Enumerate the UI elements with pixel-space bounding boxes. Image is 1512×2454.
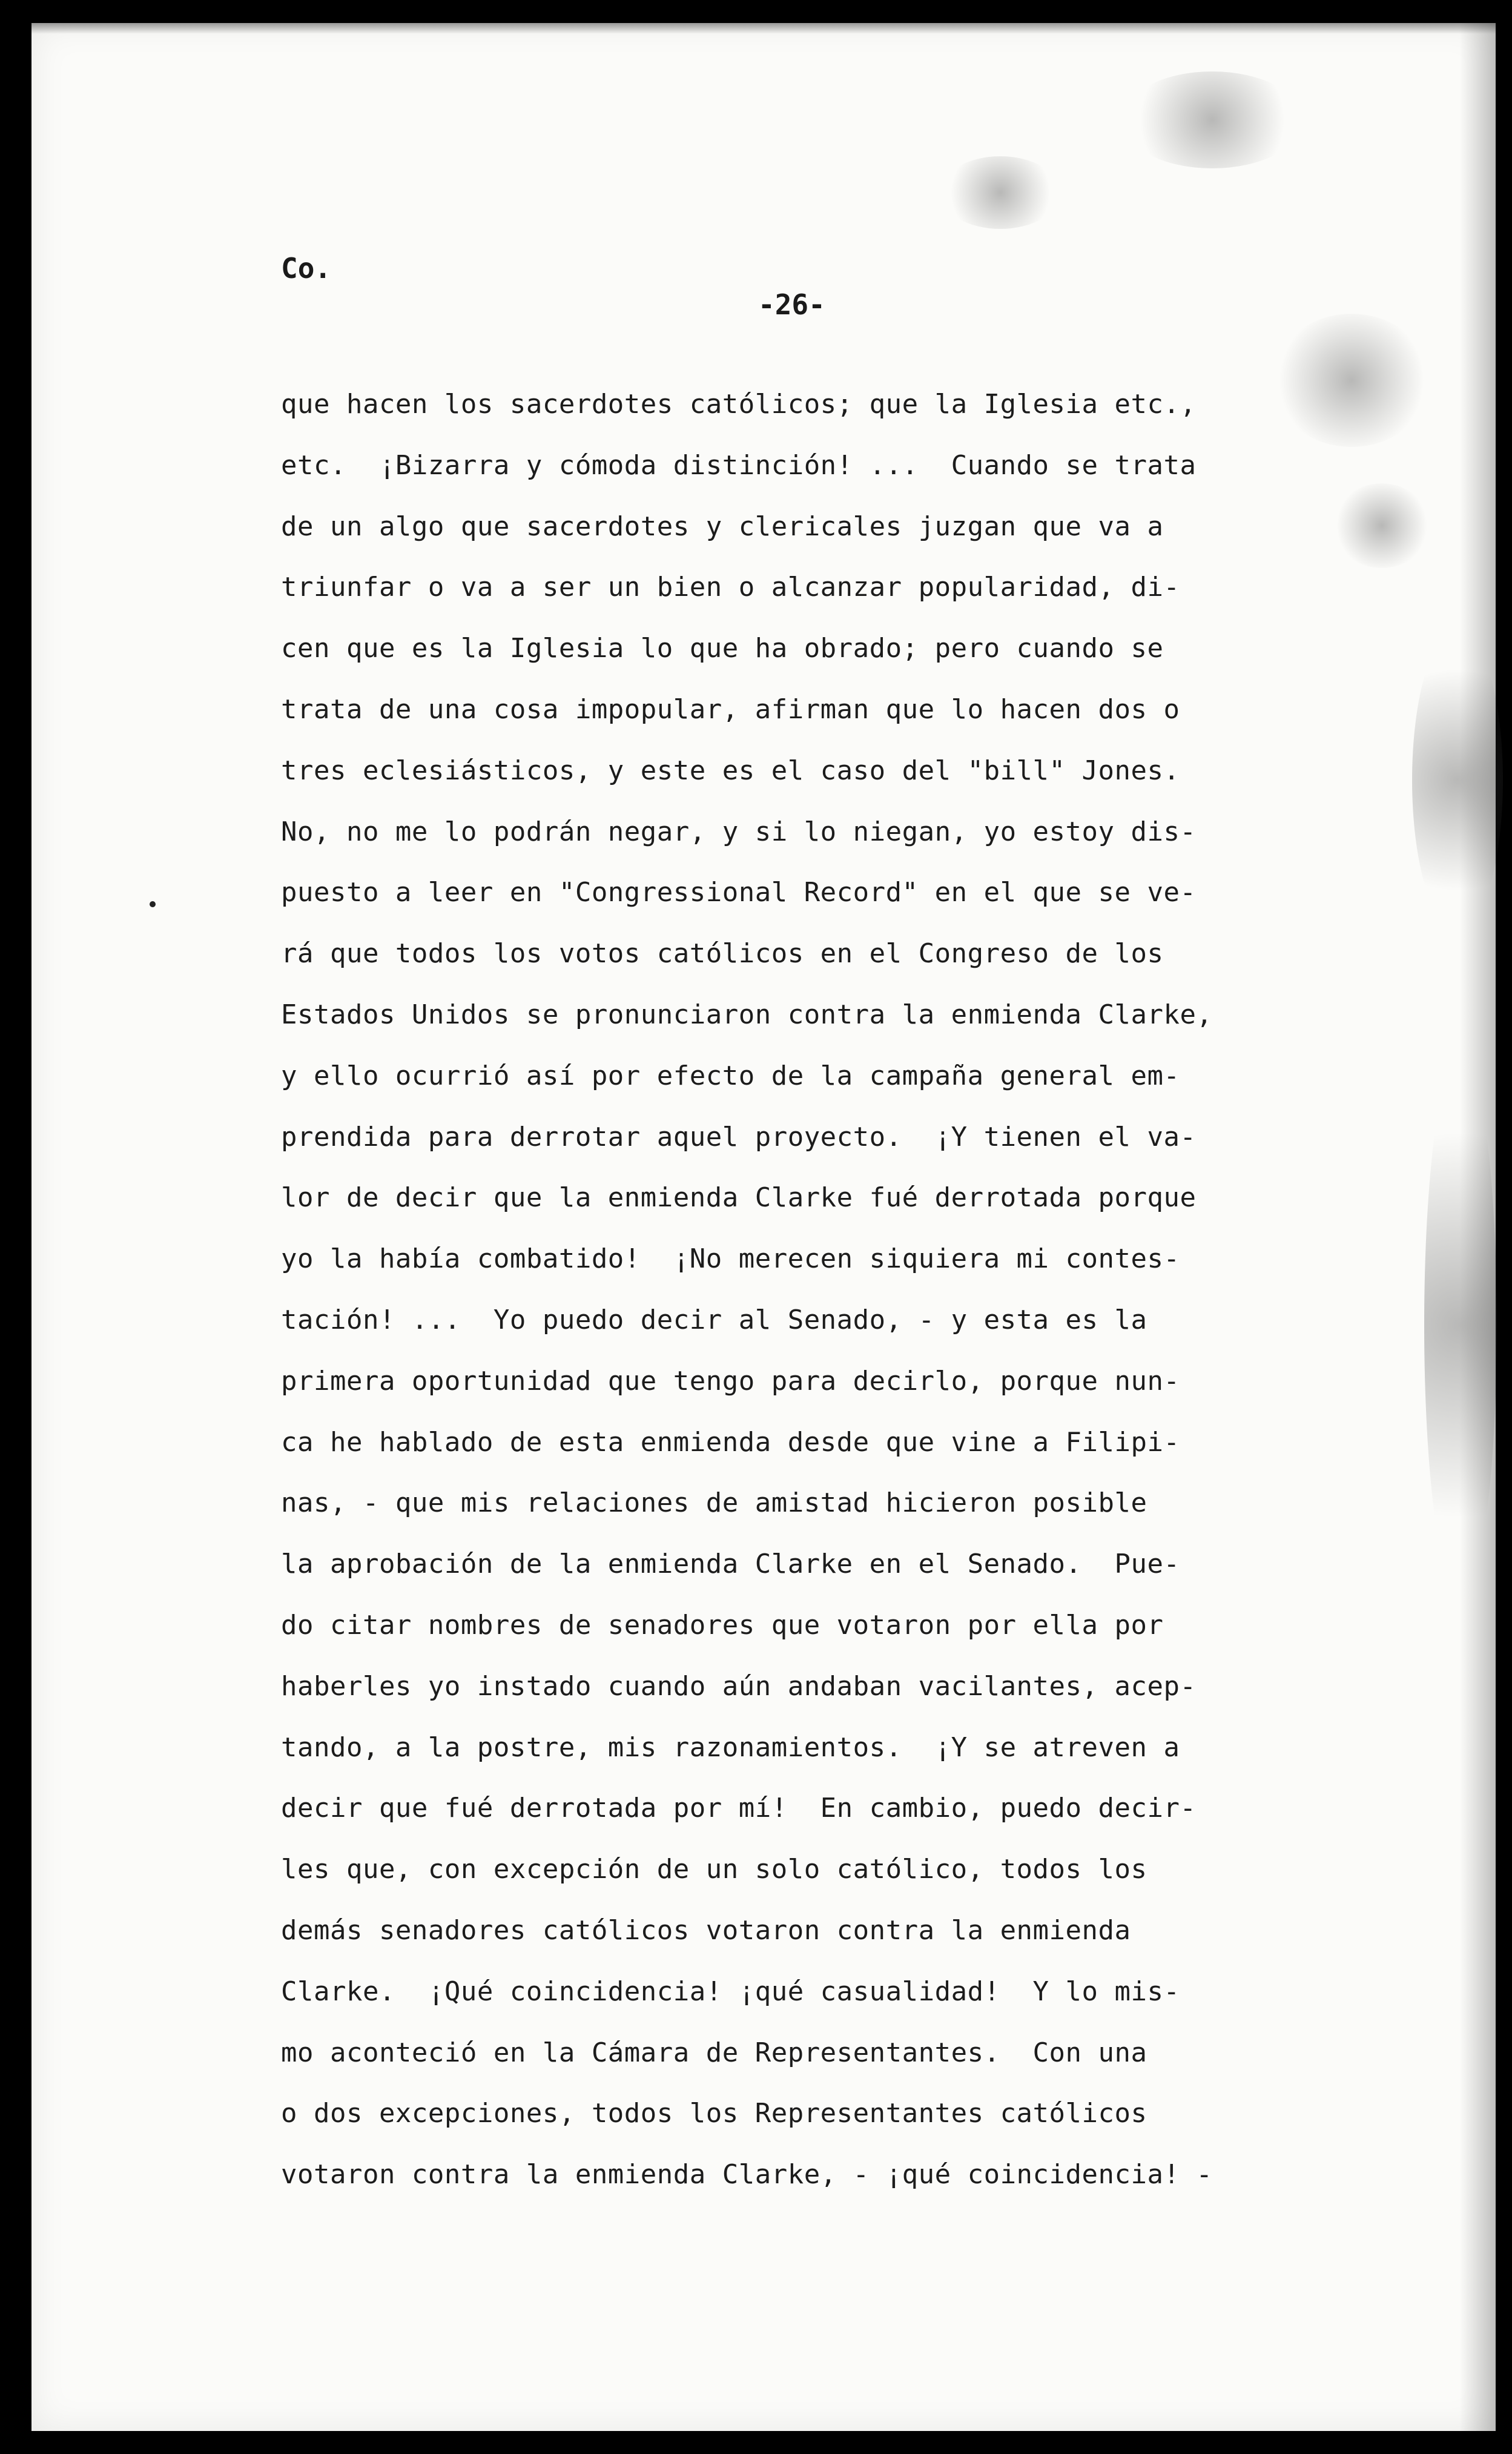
text-line: yo la había combatido! ¡No merecen siquiera mi contes- <box>281 1243 1180 1275</box>
text-line: Estados Unidos se pronunciaron contra la enmienda Clarke, <box>281 999 1213 1030</box>
text-line: nas, - que mis relaciones de amistad hicieron posible <box>281 1487 1147 1519</box>
text-line: la aprobación de la enmienda Clarke en el Senado. Pue- <box>281 1549 1180 1580</box>
text-line: les que, con excepción de un solo católico, todos los <box>281 1854 1147 1885</box>
text-line: Clarke. ¡Qué coincidencia! ¡qué casualidad! Y lo mis- <box>281 1976 1180 2007</box>
text-line: tación! ... Yo puedo decir al Senado, - y esta es la <box>281 1304 1147 1335</box>
ink-smudge <box>1412 629 1503 931</box>
body-text <box>281 374 1212 2206</box>
text-line: primera oportunidad que tengo para decirlo, porque nun- <box>281 1365 1180 1397</box>
header-label: Co. <box>281 252 332 285</box>
text-line: trata de una cosa impopular, afirman que lo hacen dos o <box>281 693 1180 725</box>
text-line: tando, a la postre, mis razonamientos. ¡Y se atreven a <box>281 1731 1180 1763</box>
text-line: etc. ¡Bizarra y cómoda distinción! ... Cuando se trata <box>281 449 1197 481</box>
text-line: votaron contra la enmienda Clarke, - ¡qué coincidencia! - <box>281 2159 1213 2191</box>
scan-edge-shadow-top <box>31 23 1496 34</box>
margin-mark <box>150 901 156 907</box>
text-line: haberles yo instado cuando aún andaban vacilantes, acep- <box>281 1670 1197 1702</box>
document-page <box>31 23 1496 2431</box>
text-line: prendida para derrotar aquel proyecto. ¡Y tienen el va- <box>281 1121 1197 1153</box>
text-line: tres eclesiásticos, y este es el caso del "bill" Jones. <box>281 755 1180 786</box>
text-line: de un algo que sacerdotes y clericales juzgan que va a <box>281 511 1164 542</box>
ink-smudge <box>1273 314 1430 447</box>
text-line: ca he hablado de esta enmienda desde que vine a Filipi- <box>281 1426 1180 1458</box>
text-line: lor de decir que la enmienda Clarke fué derrotada porque <box>281 1182 1197 1214</box>
text-line: o dos excepciones, todos los Representantes católicos <box>281 2098 1147 2129</box>
text-line: triunfar o va a ser un bien o alcanzar popularidad, di- <box>281 572 1180 603</box>
text-line: do citar nombres de senadores que votaron por ella por <box>281 1609 1164 1641</box>
ink-smudge <box>940 156 1061 229</box>
text-line: demás senadores católicos votaron contra la enmienda <box>281 1914 1131 1946</box>
text-line: y ello ocurrió así por efecto de la campaña general em- <box>281 1060 1180 1091</box>
text-line: que hacen los sacerdotes católicos; que la Iglesia etc., <box>281 389 1197 420</box>
text-line: puesto a leer en "Congressional Record" en el que se ve- <box>281 877 1197 908</box>
ink-smudge <box>1121 71 1303 168</box>
page-number: -26- <box>758 288 825 321</box>
text-line: mo aconteció en la Cámara de Representantes. Con una <box>281 2037 1147 2068</box>
text-line: rá que todos los votos católicos en el Congreso de los <box>281 938 1164 970</box>
ink-smudge <box>1333 483 1430 568</box>
text-line: cen que es la Iglesia lo que ha obrado; pero cuando se <box>281 633 1164 664</box>
text-line: No, no me lo podrán negar, y si lo niegan, yo estoy dis- <box>281 816 1197 847</box>
ink-smudge <box>1424 1053 1497 1598</box>
text-line: decir que fué derrotada por mí! En cambio, puedo decir- <box>281 1793 1197 1824</box>
